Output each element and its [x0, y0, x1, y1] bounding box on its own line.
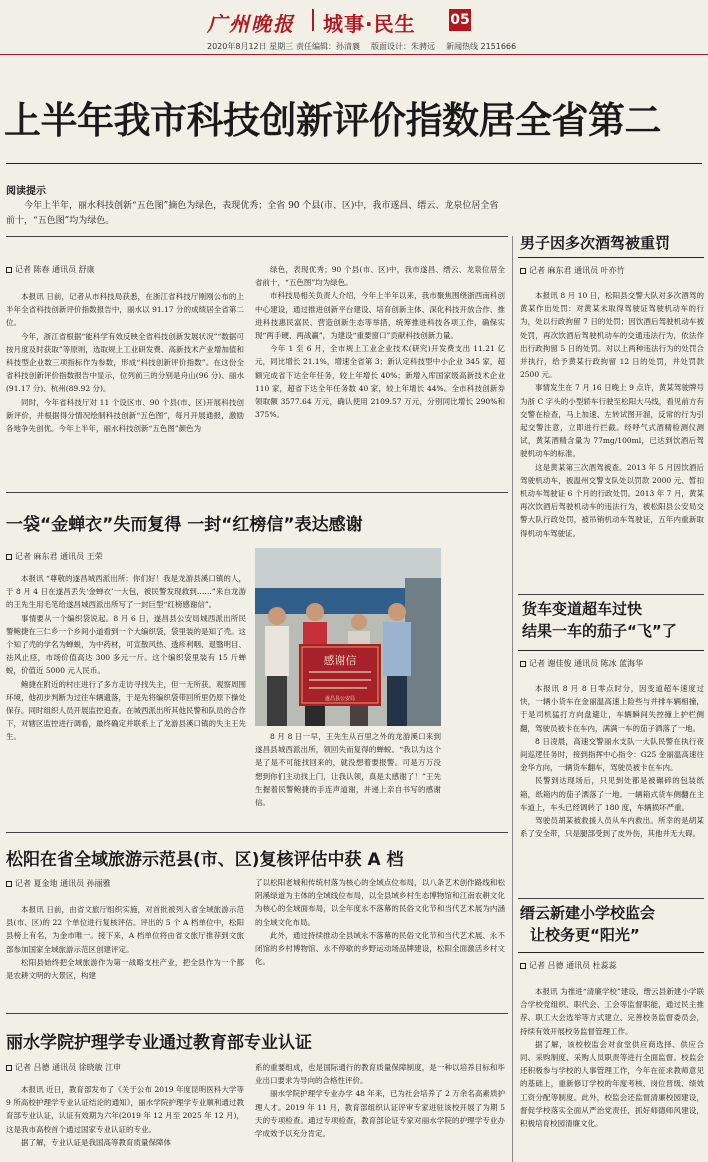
- paragraph: 据了解，该校校监会对食堂供应商选择、供应合同、采购制度、采购人员职责等进行全面监督。校监会还积极参与学校的人事管理工作，今年在征求教师意见的基础上，重新修订学校的年度考核、岗位晋级、绩效工资分配等制度。此外，校监会还监督清廉校园建设，督促学校落实全面从严治党责任，抓好师德师风建设，积极培育校园清廉文化。: [520, 1039, 704, 1129]
- main-col1: [6, 290, 244, 480]
- story3-byline-text: 记者 夏金地 通讯员 孙丽雅: [15, 879, 111, 888]
- side3-headline-2: 让校务更“阳光”: [530, 926, 640, 944]
- designer-credit: 版面设计：朱骋远: [371, 42, 435, 51]
- headline-rule: [6, 163, 702, 164]
- side-rule: [518, 898, 704, 899]
- story3-byline: [6, 878, 111, 889]
- paragraph: 这是黄某第三次酒驾被查。2013 年 5 月因饮酒后驾驶机动车，被温州交警支队处以罚款 2000 元、暂扣机动车驾驶证 6 个月的行政处罚。2013 年 7 月，黄某再次饮酒后驾驶机动车的违法行为，被松阳县公安局交警大队行政处罚，被吊销机动车驾驶证，五年内重新取得机动车驾驶证。: [520, 462, 704, 538]
- info-bar: [0, 40, 708, 55]
- story2-byline: [6, 551, 103, 562]
- paragraph: 绿色，表现优秀；90 个县(市、区)中，我市遂昌、缙云、龙泉位居全省前十，“五色图”均为绿色。: [255, 265, 505, 288]
- story4-byline: [6, 1062, 121, 1073]
- paragraph: 驾驶员胡某被救援人员从车内救出。所幸的是胡某系了安全带，只是腿部受到了皮外伤，其他并无大碍。: [520, 816, 704, 839]
- paragraph: 本报讯 为推进“清廉学校”建设，缙云县新建小学联合学校党组织、职代会、工会等监督职能，通过民主推荐、职工大会选举等方式建立、完善校务监督委员会，持续有效开展校务监督管理工作。: [520, 987, 704, 1036]
- paragraph: 本报讯 “尊敬的遂昌城西派出所：你们好！我是龙游县溪口镇的人，于 8 月 4 日在遂昌丢失‘金蝉衣’一大包，被民警发现救到……”来自龙游的王先生用毛笔给遂昌城西派出所写了一封巨型“红榜感谢信”。: [6, 574, 246, 610]
- side2-body: [520, 682, 704, 894]
- paragraph: 了以松阳老城和传统村落为核心的全域点位布局，以八条艺术创作路线和松阴溪绿道为主体的全域线位布局，以全县域乡村生态博物馆和江南农耕文化为核心的全域面布局，以全年度永不落幕的民俗文化节和当代艺术展为内涵的全域文化布局。: [255, 878, 505, 927]
- section-rule: [6, 832, 508, 833]
- side3-byline: [520, 960, 617, 971]
- paragraph: 同时，今年省科技厅对 11 个设区市、90 个县(市、区)开展科技创新评价，并根据得分情况绘制科技创新“五色图”，每月开展通报，激励各地争先创优。今年上半年，丽水科技创新“五色图”颜色为: [6, 397, 244, 434]
- issue-date: 2020年8月12日 星期三: [207, 42, 294, 51]
- side1-byline: [520, 265, 625, 276]
- side2-byline-text: 记者 谢佳俊 通讯员 陈冰 蓝海华: [529, 659, 644, 668]
- side3-headline-1: 缙云新建小学校监会: [520, 904, 656, 922]
- main-byline: [6, 264, 95, 275]
- photo-banner-signature: 遂昌县公安局: [324, 696, 356, 702]
- byline-square-icon: [6, 554, 12, 560]
- photo-caption: 8 月 8 日一早，王先生从百里之外的龙游溪口来到遂昌县城西派出所，领回失而复得的蝉蜕。“我以为这个是了是不可能找回来的，就没想着要报警。可是万万没想到你们主动找上门，让我认领，真是太感谢了！”王先生握着民警鲍捷的手连声道谢，并递上亲自书写的感谢信。: [255, 732, 441, 808]
- newspaper-logo: 广州晚报: [207, 12, 295, 36]
- paragraph: 今年，浙江省根据“能科学有效反映全省科技创新发展状况”“数据可按月度及时获取”等原则，选取规上工业研发费、高新技术产业增加值和科技型企业数三项指标作为参数，形成“科技创新评价指数”。在这份全省科技创新评价指数报告中显示，位列前三的分别是舟山(96 分)、丽水(91.17 分)、杭州(89.92 分)。: [6, 331, 244, 394]
- masthead-divider: [312, 9, 314, 31]
- paragraph: 事情发生在 7 月 16 日晚上 9 点许，黄某驾驶牌号为浙 C 字头的小型轿车行驶至松阳大马线，看见前方有交警在检查，马上加速、左转试图开溜，反常的行为引起交警注意，立即进行拦截。经呼气式酒精检测仪测试，黄某酒精含量为 77mg/100ml，已达到饮酒后驾驶机动车的标准。: [520, 383, 704, 459]
- side2-byline: [520, 658, 643, 669]
- photo-illustration: [255, 548, 441, 726]
- paragraph: 丽水学院护理学专业办学 48 年来，已为社会培养了 2 万余名高素质护理人才。2019 年 11 月，教育部组织认证评审专家进驻该校开展了为期 5 天的专项检查。通过专项检查，教育部论证专家对丽水学院的护理学专业办学成效予以充分肯定。: [255, 1089, 505, 1139]
- side-rule: [518, 257, 704, 258]
- story2-byline-text: 记者 麻东君 通讯员 王荣: [15, 552, 103, 561]
- paragraph: 此外，通过持续推动全县域永不落幕的民俗文化节和当代艺术展、永不闭馆的乡村博物馆、永不停歇的乡野运动场品牌建设，松阳全面激活乡村文化。: [255, 930, 505, 967]
- story3-headline: 松阳在省全域旅游示范县(市、区)复核评估中获 A 档: [6, 850, 404, 870]
- paragraph: 本报讯 日前，由省文旅厅组织实施，对首批被列入省全域旅游示范县(市、区)的 22 个单位进行复核评估。评出的 5 个 A 档单位中，松阳县榜上有名，为金市唯一。接下来，A 档单位将由省文旅厅推荐到文旅部参加国家全域旅游示范区创建评定。: [6, 905, 244, 954]
- side1-headline: 男子因多次酒驾被重罚: [520, 234, 671, 252]
- paragraph: 鲍捷在附近的村庄进行了多方走访寻找失主，但一无所获。观察周围环境，他初步判断为过往车辆遗落，于是先将编织袋带回所里仍原下操处保存。同时组织人员开展监控追查。在城西派出所其他民警和队员的合作下，对辖区监控进行调看，最终确定并联系上了龙游县溪口镇的失主王先生。: [6, 679, 246, 742]
- paragraph: 民警到达现场后，只见到处都是被碾碎的包装纸箱，纸箱内的茄子洒落了一地。一辆箱式货车侧翻在主车道上，车头已经调转了 180 度，车辆损坏严重。: [520, 776, 704, 812]
- paragraph: 事情要从一个编织袋说起。8 月 6 日，遂昌县公安局城西派出所民警鲍捷在三仁乡一个乡间小道看到一个大编织袋，袋里装的是知了壳。这个知了壳的学名为蝉蜕，为中药材，可宣散风热、透疹利咽、退翳明目、祛风止痉，市场价值高达 300 多元一斤。这个编织袋里装有 15 斤蝉蜕，价值近 5000 元人民币。: [6, 613, 246, 676]
- lede-title: 阅读提示: [6, 186, 46, 197]
- main-byline-text: 记者 陈春 通讯员 舒康: [15, 265, 95, 274]
- section-rule: [6, 1013, 508, 1014]
- story4-col1: [6, 1083, 244, 1162]
- side2-headline-2: 结果一车的茄子“飞”了: [522, 622, 677, 640]
- paragraph: 市科技局相关负责人介绍，今年上半年以来，我市聚焦围绕浙西南科创中心建设，通过推进创新平台建设、培育创新主体、深化科技开放合作、推进科技惠民富民、营造创新生态等举措，统筹推进科技各项工作，确保实现“两手硬、两战赢”，为建设“重要窗口”贡献科技创新力量。: [255, 291, 505, 341]
- story3-col1: [6, 903, 244, 1013]
- side-rule: [518, 594, 704, 595]
- side-rule: [518, 952, 704, 953]
- paragraph: 系的重要组成，也是国际通行的教育质量保障制度，是一种以培养目标和毕业出口要求为导向的合格性评价。: [255, 1063, 505, 1086]
- story4-byline-text: 记者 吕德 通讯员 徐晓敏 江申: [15, 1063, 122, 1072]
- side3-body: [520, 985, 704, 1162]
- side-rule: [518, 650, 704, 651]
- paragraph: 本报讯 日前，记者从市科技局获悉，在浙江省科技厅刚刚公布的上半年全省科技创新评价指数报告中，丽水以 91.17 分的成绩居全省第二位。: [6, 292, 244, 328]
- section-rule: [6, 492, 508, 493]
- story3-col2: [255, 876, 505, 1012]
- masthead: [0, 0, 708, 42]
- side2-headline-1: 货车变道超车过快: [522, 600, 643, 618]
- byline-square-icon: [6, 1065, 12, 1071]
- paragraph: 今年 1 至 6 月，全市规上工业企业技术(研究)开发费支出 11.21 亿元，同比增长 21.1%，增速全省第 3；新认定科技型中小企业 345 家，超额完成省下达全年任务，较上年增长 40%；新增入库国家级高新技术企业 110 家，超省下达全年任务数 40 家，较上年增长 44%。全市科技创新券领取额 3577.64 万元，确认使用 2109.57 万元，分别同比增长 290%和 375%。: [255, 344, 505, 420]
- paragraph: 据了解，专业认证是我国高等教育质量保障体: [21, 1137, 171, 1147]
- side1-byline-text: 记者 麻东君 通讯员 叶亦竹: [529, 266, 625, 275]
- paragraph: 8 日凌晨，高速交警丽水支队一大队民警在执行夜间巡逻任务时，接到指挥中心指令：G25 金丽温高速往金华方向，一辆货车翻车，驾驶员被卡在车内。: [520, 736, 704, 773]
- main-headline: 上半年我市科技创新评价指数居全省第二: [4, 99, 661, 142]
- byline-square-icon: [520, 268, 526, 274]
- editor-credit: 责任编辑：孙清襄: [296, 42, 360, 51]
- story2-body: [6, 572, 246, 826]
- side3-byline-text: 记者 吕德 通讯员 杜蕊蕊: [529, 961, 617, 970]
- lede-text: 今年上半年，丽水科技创新“五色图”摘色为绿色，表现优秀；全省 90 个县(市、区)中，我市遂昌、缙云、龙泉位居全省前十，“五色图”均为绿色。: [6, 201, 499, 226]
- sidebar-divider: [512, 236, 513, 1162]
- byline-square-icon: [520, 963, 526, 969]
- news-hotline: 新闻热线 2151666: [446, 42, 517, 51]
- byline-square-icon: [6, 267, 12, 273]
- side1-body: [520, 289, 704, 591]
- story4-col2: [255, 1061, 505, 1162]
- byline-square-icon: [6, 881, 12, 887]
- paragraph: 松阳县始终把全域旅游作为第一战略支柱产业，把全县作为一个都是农耕文明的大景区，构建: [6, 957, 244, 981]
- paragraph: 本报讯 8 月 8 日零点时分，因变道超车速度过快，一辆小货车在金丽温高速上险些与并排车辆相撞，于是司机猛打方向盘避让，车辆瞬间失控撞上护栏侧翻，驾驶员被卡在车内，满满一车的茄子洒落了一地。: [520, 684, 704, 733]
- news-photo: [255, 548, 441, 726]
- section-title: 城事·民生: [323, 12, 416, 36]
- page-number: 05: [449, 9, 471, 31]
- story2-headline: 一袋“金蝉衣”失而复得 一封“红榜信”表达感谢: [6, 515, 363, 535]
- lede-rule: [6, 236, 508, 237]
- main-col2: [255, 263, 505, 478]
- paragraph: 本报讯 近日，教育部发布了《关于公布 2019 年度昆明医科大学等 9 所高校护理学专业认证结论的通知》，丽水学院护理学专业顺利通过教育部专业认证，认证有效期为六年(2019 年 12 月至 2025 年 12 月)，这是我市高校首个通过国家专业认证的专业。: [6, 1085, 244, 1134]
- paragraph: 本报讯 8 月 10 日，松阳县交警大队对多次酒驾的黄某作出处罚：对黄某未取得驾驶证驾驶机动车的行为，处以行政拘留 7 日的处罚；因饮酒后驾驶机动车被处罚，再次饮酒后驾驶机动车的交通违法行为，依法作出行政拘留 5 日的处罚。对以上两种违法行为的处罚合并执行，给予黄某行政拘留 12 日的处罚，并处罚款 2500 元。: [520, 291, 704, 380]
- photo-banner-title: 感谢信: [323, 654, 357, 667]
- story4-headline: 丽水学院护理学专业通过教育部专业认证: [6, 1033, 312, 1053]
- byline-square-icon: [520, 661, 526, 667]
